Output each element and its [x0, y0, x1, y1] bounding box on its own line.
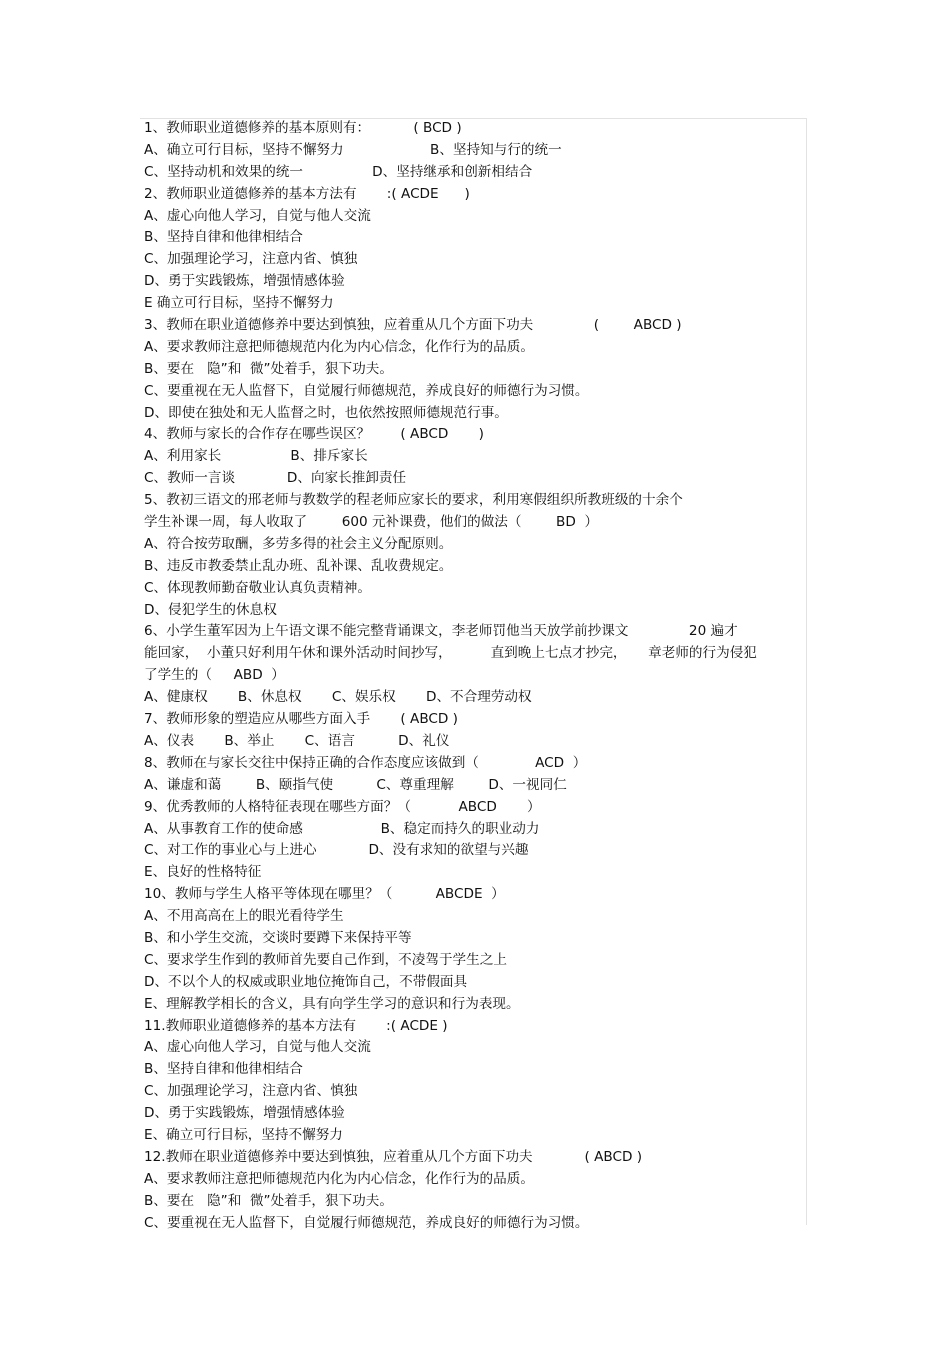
document-line: A、确立可行目标，坚持不懈努力 B、坚持知与行的统一: [144, 141, 562, 158]
document-line: B、坚持自律和他律相结合: [144, 1061, 303, 1078]
document-line: C、要重视在无人监督下，自觉履行师德规范，养成良好的师德行为习惯。: [144, 1214, 589, 1231]
document-line: 2、教师职业道德修养的基本方法有 :( ACDE ): [144, 185, 470, 202]
page-frame-right-border: [806, 118, 807, 1225]
document-line: 7、教师形象的塑造应从哪些方面入手 ( ABCD ): [144, 711, 458, 728]
document-line: 4、教师与家长的合作存在哪些误区？ ( ABCD ): [144, 426, 484, 443]
document-line: 能回家， 小董只好利用午休和课外活动时间抄写， 直到晚上七点才抄完， 章老师的行为侵犯: [144, 645, 757, 662]
document-line: 10、教师与学生人格平等体现在哪里？（ ABCDE ）: [144, 886, 505, 903]
document-line: E 确立可行目标，坚持不懈努力: [144, 295, 334, 312]
document-line: B、违反市教委禁止乱办班、乱补课、乱收费规定。: [144, 557, 453, 574]
document-line: A、要求教师注意把师德规范内化为内心信念，化作行为的品质。: [144, 1170, 534, 1187]
document-body: [144, 118, 802, 1234]
document-line: C、加强理论学习，注意内省、慎独: [144, 1083, 358, 1100]
document-line: 学生补课一周，每人收取了 600 元补课费，他们的做法（ BD ）: [144, 514, 599, 531]
document-line: 12.教师在职业道德修养中要达到慎独，应着重从几个方面下功夫 ( ABCD ): [144, 1148, 643, 1165]
document-line: 了学生的（ ABD ）: [144, 667, 285, 684]
document-line: E、确立可行目标，坚持不懈努力: [144, 1126, 343, 1143]
document-line: D、侵犯学生的休息权: [144, 601, 277, 618]
document-line: A、要求教师注意把师德规范内化为内心信念，化作行为的品质。: [144, 338, 534, 355]
document-line: 11.教师职业道德修养的基本方法有 :( ACDE ): [144, 1017, 448, 1034]
document-line: A、从事教育工作的使命感 B、稳定而持久的职业动力: [144, 820, 540, 837]
document-line: C、体现教师勤奋敬业认真负责精神。: [144, 579, 371, 596]
document-line: D、不以个人的权威或职业地位掩饰自己，不带假面具: [144, 973, 468, 990]
document-line: A、仪表 B、举止 C、语言 D、礼仪: [144, 732, 450, 749]
document-line: 8、教师在与家长交往中保持正确的合作态度应该做到（ ACD ）: [144, 754, 587, 771]
document-line: E、良好的性格特征: [144, 864, 262, 881]
document-line: C、要求学生作到的教师首先要自己作到，不凌驾于学生之上: [144, 951, 507, 968]
document-line: C、坚持动机和效果的统一 D、坚持继承和创新相结合: [144, 163, 533, 180]
document-line: A、不用高高在上的眼光看待学生: [144, 908, 344, 925]
document-line: A、谦虚和蔼 B、颐指气使 C、尊重理解 D、一视同仁: [144, 776, 567, 793]
document-line: A、虚心向他人学习，自觉与他人交流: [144, 1039, 371, 1056]
document-line: 6、小学生董军因为上午语文课不能完整背诵课文，李老师罚他当天放学前抄课文 20 遍才: [144, 623, 738, 640]
document-line: 1、教师职业道德修养的基本原则有： ( BCD ): [144, 120, 462, 136]
document-line: B、要在 隐”和 微”处着手，狠下功夫。: [144, 360, 393, 377]
document-line: 9、优秀教师的人格特征表现在哪些方面？（ ABCD ）: [144, 798, 541, 815]
document-line: C、要重视在无人监督下，自觉履行师德规范，养成良好的师德行为习惯。: [144, 382, 589, 399]
document-line: A、符合按劳取酬，多劳多得的社会主义分配原则。: [144, 535, 453, 552]
document-line: A、健康权 B、休息权 C、娱乐权 D、不合理劳动权: [144, 689, 532, 706]
document-line: A、利用家长 B、排斥家长: [144, 448, 368, 465]
document-line: 5、教初三语文的邢老师与教数学的程老师应家长的要求，利用寒假组织所教班级的十余个: [144, 492, 683, 509]
document-line: 3、教师在职业道德修养中要达到慎独，应着重从几个方面下功夫 ( ABCD ): [144, 317, 682, 334]
document-line: B、要在 隐”和 微”处着手，狠下功夫。: [144, 1192, 393, 1209]
document-line: C、加强理论学习，注意内省、慎独: [144, 251, 358, 268]
document-line: D、勇于实践锻炼，增强情感体验: [144, 1105, 345, 1122]
document-line: A、虚心向他人学习，自觉与他人交流: [144, 207, 371, 224]
document-line: C、教师一言谈 D、向家长推卸责任: [144, 470, 407, 487]
document-line: B、和小学生交流，交谈时要蹲下来保持平等: [144, 929, 412, 946]
document-line: C、对工作的事业心与上进心 D、没有求知的欲望与兴趣: [144, 842, 529, 859]
document-line: D、即使在独处和无人监督之时，也依然按照师德规范行事。: [144, 404, 508, 421]
document-line: D、勇于实践锻炼，增强情感体验: [144, 273, 345, 290]
document-line: B、坚持自律和他律相结合: [144, 229, 303, 246]
document-line: E、理解教学相长的含义，具有向学生学习的意识和行为表现。: [144, 995, 520, 1012]
